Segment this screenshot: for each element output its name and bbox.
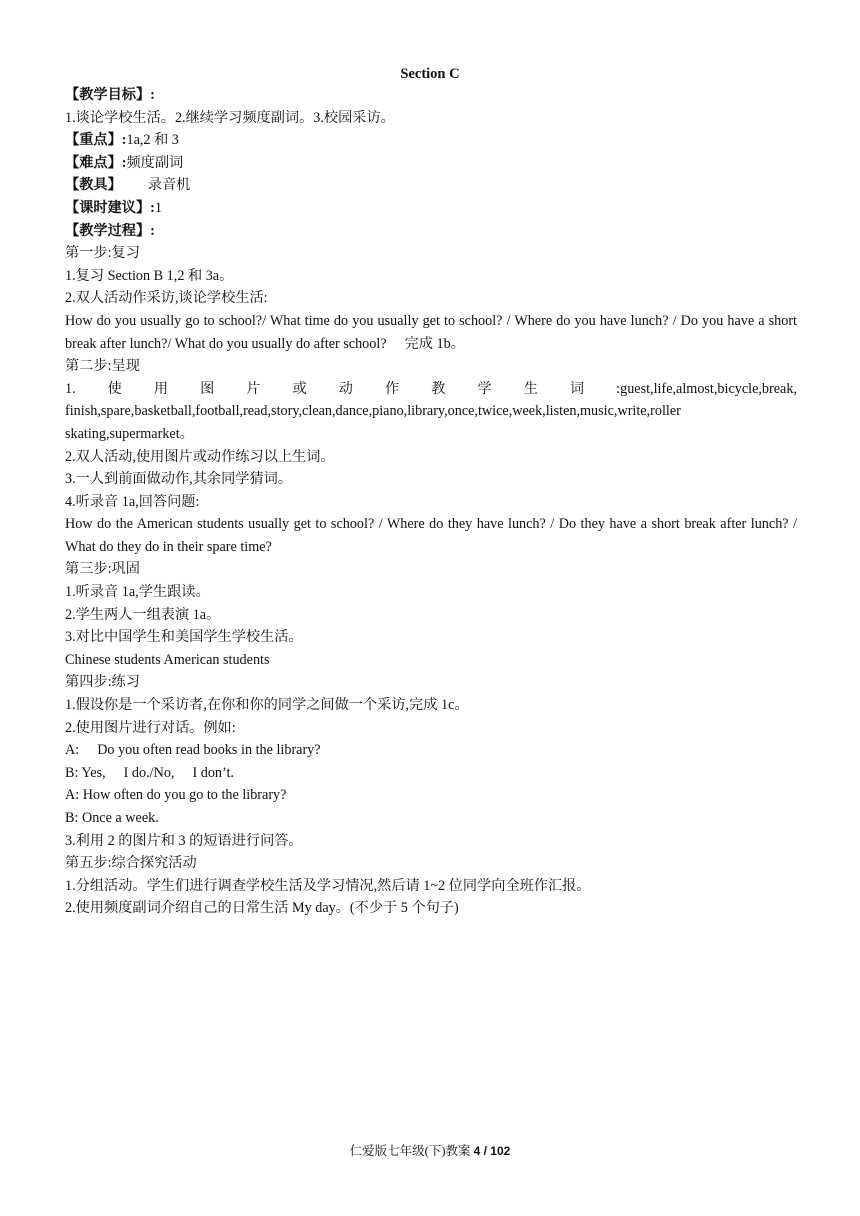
page-number: 4 / 102: [473, 1144, 511, 1158]
key-points-label: 【重点】:: [65, 132, 127, 149]
step1-line-1: 1.复习 Section B 1,2 和 3a。: [65, 267, 234, 284]
hours-value: 1: [154, 199, 162, 216]
step3-heading: 第三步:巩固: [65, 561, 140, 578]
process-line: [65, 220, 797, 243]
lesson-plan-body: [65, 84, 797, 920]
step4-line-1: 1.假设你是一个采访者,在你和你的同学之间做一个采访,完成 1c。: [65, 697, 469, 714]
step2-line-2: 2.双人活动,使用图片或动作练习以上生词。: [65, 448, 335, 465]
dialogue-a1-text: Do you often read books in the library?: [97, 742, 321, 759]
tools-value: 录音机: [147, 177, 191, 194]
step1-questions-text: How do you usually go to school?/ What time do you usually get to school? / Where do you have lunch? / Do you have a short break after lunch?/ What do you usually do after school?: [65, 312, 797, 352]
step2-line-3: 3.一人到前面做动作,其余同学猜词。: [65, 471, 293, 488]
step4-heading: 第四步:练习: [65, 674, 140, 691]
step1-questions-tail: 完成 1b。: [404, 335, 465, 352]
dialogue-b1-yes: B: Yes,: [65, 764, 106, 781]
dialogue-b1-do: I do./No,: [123, 764, 175, 781]
step1-questions: [65, 310, 797, 355]
page-footer: [0, 1142, 860, 1160]
key-points-line: [65, 129, 797, 152]
dialogue-a2: A: How often do you go to the library?: [65, 787, 287, 804]
step4-line-3: 3.利用 2 的图片和 3 的短语进行问答。: [65, 832, 303, 849]
difficulty-label: 【难点】:: [65, 154, 127, 171]
step3-line-4: Chinese students American students: [65, 651, 270, 668]
dialogue-b2: B: Once a week.: [65, 810, 159, 826]
objectives-line: [65, 84, 797, 107]
dialogue-b1: [65, 762, 797, 785]
step3-line-1: 1.听录音 1a,学生跟读。: [65, 584, 210, 601]
process-label: 【教学过程】:: [65, 222, 155, 239]
dialogue-a1-speaker: A:: [65, 742, 80, 759]
step3-line-2: 2.学生两人一组表演 1a。: [65, 606, 221, 623]
footer-text: 仁爱版七年级(下)教案: [349, 1144, 471, 1158]
step1-line-2: 2.双人活动作采访,谈论学校生活:: [65, 290, 268, 307]
step2-questions: How do the American students usually get to school? / Where do they have lunch? / Do they have a short break after lunch? / What do they do in their spare time?: [65, 516, 797, 555]
hours-label: 【课时建议】:: [65, 199, 155, 216]
step2-line-1: 1.使用图片或动作教学生词:guest,life,almost,bicycle,break, finish,spare,basketball,football,read,story,clean,dance,piano,library,once,twice,week,listen,music,write,roller skating,supermarket。: [65, 380, 797, 442]
step2-heading: 第二步:呈现: [65, 358, 140, 375]
step2-line-4: 4.听录音 1a,回答问题:: [65, 493, 200, 510]
tools-label: 【教具】: [65, 177, 122, 194]
dialogue-b1-dont: I don’t.: [192, 764, 234, 781]
step5-line-1: 1.分组活动。学生们进行调查学校生活及学习情况,然后请 1~2 位同学向全班作汇报。: [65, 877, 591, 894]
objectives-text: 1.谈论学校生活。2.继续学习频度副词。3.校园采访。: [65, 109, 395, 126]
dialogue-a1: [65, 739, 797, 762]
hours-line: [65, 197, 797, 220]
difficulty-line: [65, 152, 797, 175]
objectives-label: 【教学目标】:: [65, 87, 155, 103]
key-points-value: 1a,2 和 3: [126, 132, 179, 149]
step1-heading: 第一步:复习: [65, 245, 140, 262]
difficulty-value: 频度副词: [126, 154, 184, 171]
step4-line-2: 2.使用图片进行对话。例如:: [65, 719, 236, 736]
step5-line-2: 2.使用频度副词介绍自己的日常生活 My day。(不少于 5 个句子): [65, 900, 459, 917]
section-title: Section C: [400, 66, 460, 82]
step5-heading: 第五步:综合探究活动: [65, 855, 197, 872]
tools-line: [65, 174, 797, 197]
step3-line-3: 3.对比中国学生和美国学生学校生活。: [65, 629, 303, 646]
